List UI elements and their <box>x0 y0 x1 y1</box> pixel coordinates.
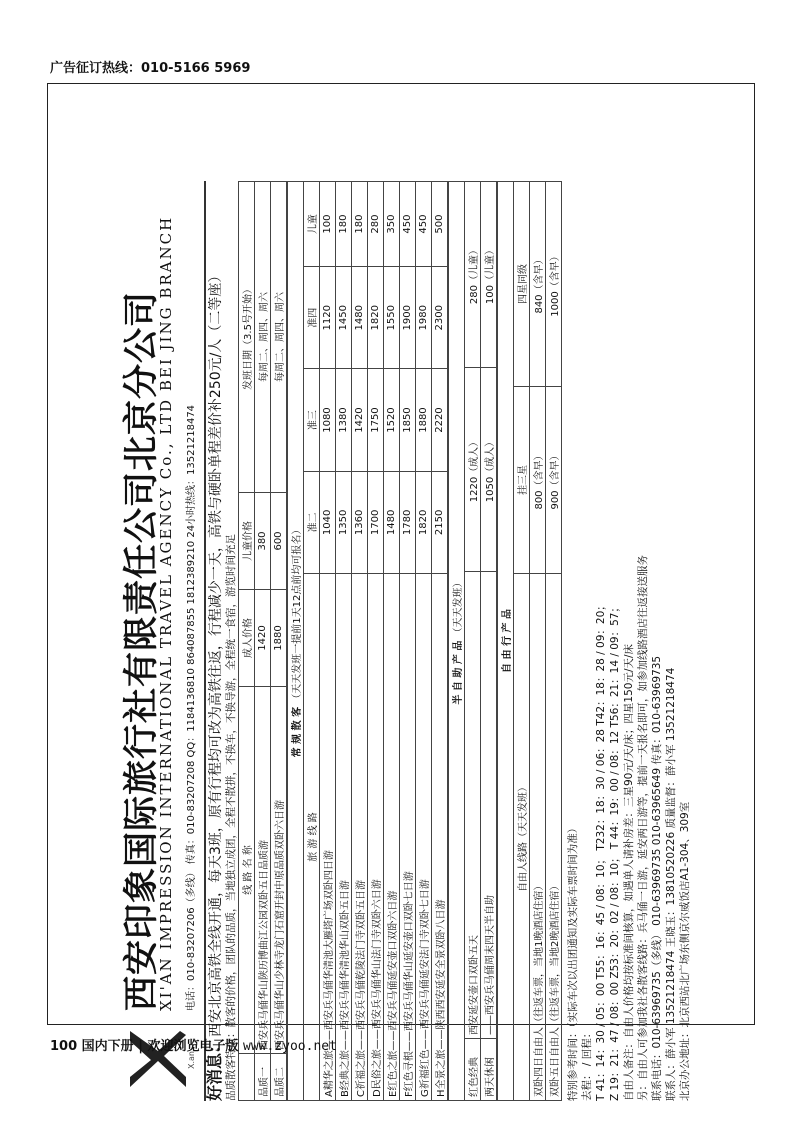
semi-heading-text: 半 自 助 产 品 <box>453 640 464 705</box>
price-p4: 1980 <box>416 267 432 369</box>
regular-route <box>352 574 368 1101</box>
price-p3: 1420 <box>352 369 368 471</box>
price-p2: 1360 <box>352 471 368 573</box>
price-p3: 1380 <box>336 369 352 471</box>
quality-route: 西安兵马俑华山陕历博曲江公园双卧五日品质游 <box>255 687 271 1054</box>
company-english-name: XI'AN IMPRESSION INTERNATIONAL TRAVEL AGENCY Co., LTD BEI JING BRANCH <box>157 215 175 1011</box>
route-code: H全景之旅 <box>436 1049 447 1097</box>
regular-header-route: 旅 游 线 路 <box>304 574 320 1101</box>
rotated-advert <box>112 181 792 1101</box>
free-route: 双卧四日自由人（往返车票，当地1晚酒店住宿） <box>530 574 546 1101</box>
table-row <box>320 182 336 1101</box>
free-header-route: 自由人线路（天天发班） <box>514 574 530 1101</box>
quality-days: 每周二、周四、周六 <box>271 182 287 493</box>
quality-header-adult: 成人价格 <box>239 590 255 687</box>
price-child: 450 <box>400 182 416 267</box>
note-line: 联系人：薛小军 13521218474 王晓玉：13810520226 质量监督：薛小军 13521218474 <box>665 667 677 1101</box>
regular-heading-row <box>288 182 304 1101</box>
train-title: 特别参考时间：（实际车次以出团通知及实际车票时间为准） <box>567 822 579 1101</box>
price-p4: 1450 <box>336 267 352 369</box>
notes <box>566 181 692 1101</box>
regular-heading-note: （天天发班一提前1天12点前均可报名） <box>292 524 303 704</box>
route-code: D民俗之旅 <box>372 1049 383 1097</box>
price-p3: 1520 <box>384 369 400 471</box>
table-row <box>432 182 448 1101</box>
regular-heading-text: 常 规 散 客 <box>292 706 303 758</box>
semi-route: ——西安兵马俑周末四天半自助 <box>481 572 497 1039</box>
free-price-3star: 800（含早） <box>530 387 546 574</box>
table-row <box>546 182 562 1101</box>
regular-heading <box>288 182 304 1101</box>
hotnews-label: 好消息： <box>205 1036 224 1101</box>
table-row <box>368 182 384 1101</box>
price-p3: 1850 <box>400 369 416 471</box>
route-code: B经典之旅 <box>340 1050 351 1097</box>
regular-route <box>416 574 432 1101</box>
quality-adult-price: 1880 <box>271 590 287 687</box>
regular-header-p3: 准三 <box>304 369 320 471</box>
price-p3: 1750 <box>368 369 384 471</box>
free-price-4star: 840（含早） <box>530 182 546 387</box>
route-code: E红色之旅 <box>388 1050 399 1097</box>
train-go-label: 去程： <box>581 1069 593 1101</box>
regular-route <box>432 574 448 1101</box>
features-text: 散客的价格，团队的品质，当地独立成团，全程不散拼，不换车，不换导游，全程统一食宿，游览时间充足 <box>225 534 237 1028</box>
train-times-2: Z 19：21：47 / 08：00 Z53：20：02 / 08：10； T 44：19：00 / 08：12 T56：21：14 / 09：57； <box>609 602 621 1101</box>
route-name: ——西安兵马俑乾陵法门寺双卧五日游 <box>356 880 367 1051</box>
route-name: ——西安兵马俑华山延安壶口双卧七日游 <box>404 871 415 1052</box>
price-p2: 1480 <box>384 471 400 573</box>
semi-table <box>448 181 497 1101</box>
semi-heading-row <box>449 182 465 1101</box>
content <box>206 181 692 1101</box>
route-code: G祈福红色 <box>420 1049 431 1097</box>
logo-text: X.an <box>187 1051 196 1069</box>
regular-header-p4: 准四 <box>304 267 320 369</box>
free-table <box>497 181 562 1101</box>
features-label: 品质散客特点： <box>225 1027 237 1101</box>
price-p3: 2220 <box>432 369 448 471</box>
price-p2: 2150 <box>432 471 448 573</box>
company-header <box>112 181 206 1101</box>
free-header-3star: 挂三星 <box>514 387 530 574</box>
note-line: 另：自由人可参加我社各散客线路：兵马俑一日游，延安两日游等，提前一天报名即可，如参加线路酒店往返接送服务 <box>637 555 649 1101</box>
price-p4: 2300 <box>432 267 448 369</box>
free-heading <box>498 182 514 1101</box>
hotnews <box>206 181 225 1101</box>
route-code: A精华之旅 <box>324 1050 335 1097</box>
quality-header-row <box>239 182 255 1101</box>
semi-child-price: 280（儿童） <box>465 182 481 368</box>
train-return-label: 回程： <box>581 1027 593 1060</box>
quality-route: 西安兵马俑华山少林寺龙门石窟开封中原品质双卧六日游 <box>271 687 287 1054</box>
price-p4: 1820 <box>368 267 384 369</box>
footer-label: 100 国内下册 | 欢迎浏览电子版 <box>50 1039 239 1054</box>
free-header-row <box>514 182 530 1101</box>
price-p3: 1880 <box>416 369 432 471</box>
price-child: 180 <box>336 182 352 267</box>
hotnews-text: 西安北京高铁全线开通，每天3班，原有行程均可改为高铁往返，行程减少一天，高铁与硬卧单程差价补250元/人（二等座） <box>208 268 224 1037</box>
table-row <box>400 182 416 1101</box>
price-p2: 1350 <box>336 471 352 573</box>
table-row <box>465 182 481 1101</box>
quality-header-name: 线 路 名 称 <box>239 687 255 1054</box>
footer-site-link[interactable]: www.zyoo.net <box>243 1039 337 1054</box>
price-p2: 1820 <box>416 471 432 573</box>
route-name: ——西安兵马俑华清池华山双卧五日游 <box>340 880 351 1051</box>
price-p4: 1550 <box>384 267 400 369</box>
quality-header-child: 儿童价格 <box>239 493 255 590</box>
free-heading-text: 自 由 行 产 品 <box>502 609 513 673</box>
semi-code: 红色经典 <box>465 1039 481 1101</box>
regular-route <box>368 574 384 1101</box>
quality-code: 品质二 <box>271 1054 287 1101</box>
route-name: ——西安兵马俑华山法门寺双卧六日游 <box>372 879 383 1050</box>
route-code: F红色寻根 <box>404 1051 415 1097</box>
regular-header-row <box>304 182 320 1101</box>
price-child: 100 <box>320 182 336 267</box>
quality-adult-price: 1420 <box>255 590 271 687</box>
regular-route <box>400 574 416 1101</box>
semi-code: 两天休闲 <box>481 1039 497 1101</box>
price-p4: 1480 <box>352 267 368 369</box>
quality-child-price: 600 <box>271 493 287 590</box>
note-line: 联系电话：010-63969735（多线） 010-63969735 010-63965649 传真：010-63969735 <box>651 655 663 1101</box>
price-p2: 1040 <box>320 471 336 573</box>
train-labels: 去程： / 回程： <box>581 1027 593 1101</box>
semi-route: 西安延安壶口双卧五天 <box>465 572 481 1039</box>
table-row <box>530 182 546 1101</box>
company-contact: 电话：010-83207206（多线） 传真：010-83207208 QQ：1184136810 864087855 1812389210 24小时热线：13521218474 <box>186 404 197 1011</box>
price-p2: 1780 <box>400 471 416 573</box>
regular-header-p2: 准二 <box>304 471 320 573</box>
quality-child-price: 380 <box>255 493 271 590</box>
price-p3: 1080 <box>320 369 336 471</box>
free-route: 双卧五日自由人（往返车票，当地2晚酒店住宿） <box>546 574 562 1101</box>
route-name: ——西安兵马俑华清池大雁塔广场双卧四日游 <box>324 850 335 1051</box>
table-row <box>336 182 352 1101</box>
price-child: 450 <box>416 182 432 267</box>
quality-code: 品质一 <box>255 1054 271 1101</box>
free-price-4star: 1000（含早） <box>546 182 562 387</box>
semi-heading-note: （天天发班） <box>453 577 464 638</box>
semi-child-price: 100（儿童） <box>481 182 497 368</box>
route-name: ——西安兵马俑延安法门寺双卧七日游 <box>420 879 431 1050</box>
free-header-4star: 四星同级 <box>514 182 530 387</box>
semi-heading <box>449 182 465 1101</box>
note-line: 北京办公地址：北京西站北广场东侧京尔威饭店A1-304、309室 <box>679 801 691 1101</box>
quality-header-days: 发班日期（3.5号开始） <box>239 182 255 493</box>
price-p4: 1120 <box>320 267 336 369</box>
semi-adult-price: 1050（成人） <box>481 368 497 572</box>
train-times-1: T 41：14：30 / 05：00 T55：16：45 / 08：10； T232：18：30 / 06：28 T42：18：28 / 09：20； <box>595 600 607 1101</box>
price-child: 180 <box>352 182 368 267</box>
free-price-3star: 900（含早） <box>546 387 562 574</box>
note-line: 自由人备注：自由人价格均按标准间核算，如遇单人请补房差：三星90元/天/床；四星150元/天/床 <box>623 643 635 1101</box>
regular-header-child: 儿童 <box>304 182 320 267</box>
free-heading-row <box>498 182 514 1101</box>
route-name: ——陕西西安延安全景双卧八日游 <box>436 899 447 1050</box>
route-name: ——西安兵马俑延安壶口双卧六日游 <box>388 890 399 1051</box>
regular-route <box>336 574 352 1101</box>
page-footer <box>50 1035 337 1054</box>
regular-table <box>287 181 448 1101</box>
quality-days: 每周二、周四、周六 <box>255 182 271 493</box>
price-child: 500 <box>432 182 448 267</box>
table-row <box>384 182 400 1101</box>
regular-route <box>384 574 400 1101</box>
price-p4: 1900 <box>400 267 416 369</box>
company-title: 西安印象国际旅行社有限责任公司北京分公司 <box>121 290 162 1011</box>
regular-route <box>320 574 336 1101</box>
table-row <box>255 182 271 1101</box>
table-row <box>481 182 497 1101</box>
price-p2: 1700 <box>368 471 384 573</box>
price-child: 280 <box>368 182 384 267</box>
ad-hotline: 广告征订热线：010-5166 5969 <box>50 61 251 76</box>
quality-table <box>238 181 287 1101</box>
route-code: C祈福之旅 <box>356 1050 367 1097</box>
price-child: 350 <box>384 182 400 267</box>
table-row <box>416 182 432 1101</box>
table-row <box>271 182 287 1101</box>
table-row <box>352 182 368 1101</box>
features <box>225 181 238 1101</box>
quality-header-code <box>239 1054 255 1101</box>
semi-adult-price: 1220（成人） <box>465 368 481 572</box>
